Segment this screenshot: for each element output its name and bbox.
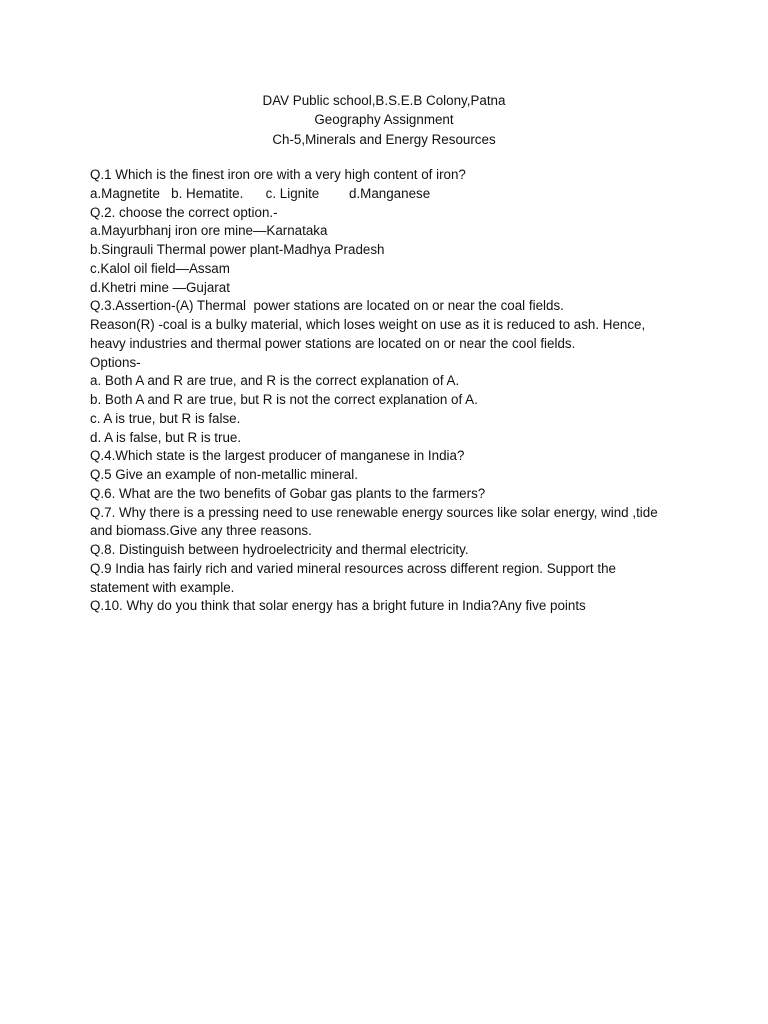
question-3-options-label: Options- — [90, 354, 141, 370]
question-2-option-d: d.Khetri mine —Gujarat — [90, 279, 230, 295]
question-3-option-b: b. Both A and R are true, but R is not the correct explanation of A. — [90, 392, 478, 407]
question-7-line-2: and biomass.Give any three reasons. — [90, 523, 312, 539]
question-2-option-c: c.Kalol oil field—Assam — [90, 260, 230, 276]
question-3-assertion: Q.3.Assertion-(A) Thermal power stations are located on or near the coal fields. — [90, 298, 564, 314]
question-3-option-a: a. Both A and R are true, and R is the correct explanation of A. — [90, 373, 460, 389]
question-2: Q.2. choose the correct option.- — [90, 204, 278, 220]
assignment-title: Geography Assignment — [314, 112, 454, 128]
question-3-option-d: d. A is false, but R is true. — [90, 429, 242, 445]
question-5: Q.5 Give an example of non-metallic mineral. — [90, 467, 358, 482]
question-10: Q.10. Why do you think that solar energy has a bright future in India?Any five points — [90, 598, 586, 614]
question-1-options: a.Magnetite b. Hematite. c. Lignite d.Manganese — [90, 185, 431, 201]
question-2-option-b: b.Singrauli Thermal power plant-Madhya Pradesh — [90, 242, 385, 257]
document-header — [0, 91, 768, 149]
question-4: Q.4.Which state is the largest producer of manganese in India? — [90, 448, 465, 464]
school-name: DAV Public school,B.S.E.B Colony,Patna — [262, 93, 506, 108]
question-9-line-2: statement with example. — [90, 579, 235, 595]
question-7-line-1: Q.7. Why there is a pressing need to use renewable energy sources like solar energy, wind ,tide — [90, 504, 658, 520]
question-6: Q.6. What are the two benefits of Gobar gas plants to the farmers? — [90, 485, 486, 501]
question-9-line-1: Q.9 India has fairly rich and varied mineral resources across different region. Support the — [90, 560, 616, 576]
chapter-title: Ch-5,Minerals and Energy Resources — [272, 131, 496, 147]
assignment-body — [90, 166, 690, 616]
question-3-reason-line-1: Reason(R) -coal is a bulky material, which loses weight on use as it is reduced to ash. Hence, — [90, 317, 646, 332]
question-2-option-a: a.Mayurbhanj iron ore mine—Karnataka — [90, 223, 328, 239]
question-1: Q.1 Which is the finest iron ore with a very high content of iron? — [90, 167, 466, 182]
question-8: Q.8. Distinguish between hydroelectricity and thermal electricity. — [90, 542, 469, 557]
question-3-option-c: c. A is true, but R is false. — [90, 410, 241, 426]
question-3-reason-line-2: heavy industries and thermal power stations are located on or near the cool fields. — [90, 335, 576, 351]
